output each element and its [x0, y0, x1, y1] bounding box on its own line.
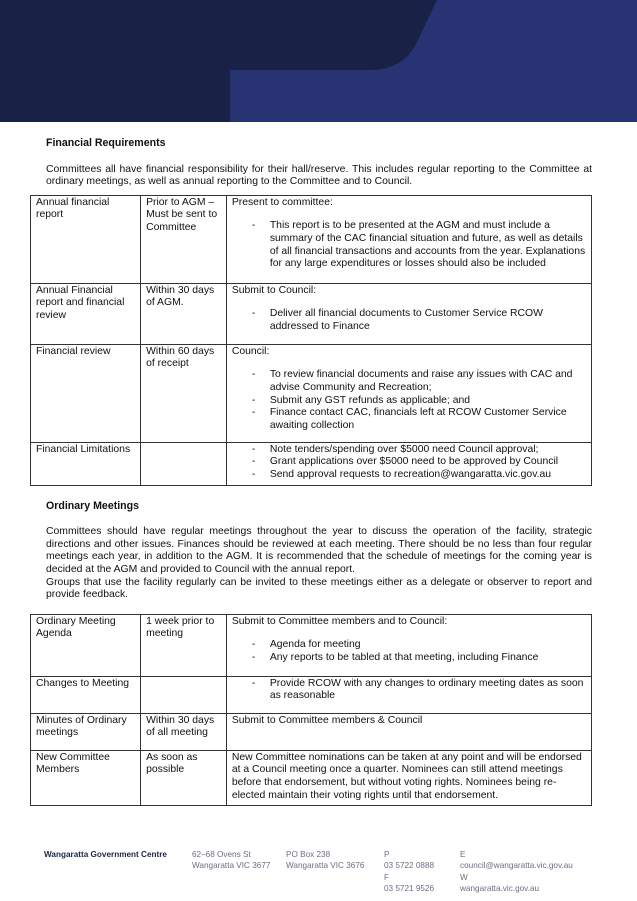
- action-cell: [226, 195, 591, 283]
- table-row: [31, 344, 592, 442]
- list-item: - Submit any GST refunds as applicable; and: [252, 395, 586, 408]
- list-item: - To review financial documents and raise any issues with CAC and advise Community and Recreation;: [252, 369, 586, 394]
- email-label: E: [460, 850, 466, 859]
- phone-label: P: [384, 850, 390, 859]
- action-cell: [226, 442, 591, 485]
- web-label: W: [460, 872, 468, 882]
- page-content: [36, 137, 592, 806]
- action-cell: [226, 344, 591, 442]
- action-cell: [226, 676, 591, 713]
- header-banner: [0, 0, 637, 122]
- action-list: [232, 639, 586, 664]
- table-row: [31, 283, 592, 344]
- action-lead: Present to committee:: [231, 196, 333, 208]
- timing-cell: Within 30 days of AGM.: [141, 283, 227, 344]
- financial-intro: Committees all have financial responsibility for their hall/reserve. This includes regular reporting to the Committee at ordinary meetings, as well as annual reporting to the Committee and to Council.: [46, 163, 592, 188]
- action-list: [232, 220, 586, 270]
- table-row: [31, 676, 592, 713]
- table-row: [31, 195, 592, 283]
- footer-po-line: Wangaratta VIC 3676: [286, 861, 365, 871]
- table-row: [31, 713, 592, 750]
- list-item: - Note tenders/spending over $5000 need Council approval;: [252, 444, 586, 457]
- item-cell: Minutes of Ordinary meetings: [31, 713, 141, 750]
- footer-email-link[interactable]: council@wangaratta.vic.gov.au: [460, 861, 573, 871]
- timing-cell: Within 30 days of all meeting: [141, 713, 227, 750]
- timing-cell: Prior to AGM – Must be sent to Committee: [141, 195, 227, 283]
- action-lead: Submit to Committee members and to Council:: [231, 615, 448, 627]
- footer-contact-online: [460, 849, 573, 894]
- footer-street-address: [192, 849, 270, 872]
- item-cell: Annual Financial report and financial review: [31, 283, 141, 344]
- item-cell: Ordinary Meeting Agenda: [31, 614, 141, 676]
- footer-po-line: PO Box 238: [286, 850, 331, 859]
- list-item: - This report is to be presented at the AGM and must include a summary of the CAC financial situation and future, as well as details of all financial transactions and accounts from the year. Explanations for any large expenditures or losses should also be included: [252, 220, 586, 270]
- timing-cell: As soon as possible: [141, 750, 227, 805]
- item-cell: Financial Limitations: [31, 442, 141, 485]
- meetings-paragraph-groups: Groups that use the facility regularly can be invited to these meetings either as a delegate or observer to report and provide feedback.: [46, 576, 592, 601]
- footer-postal-address: [286, 849, 364, 872]
- item-cell: Changes to Meeting: [31, 676, 141, 713]
- financial-heading: Financial Requirements: [46, 137, 166, 149]
- action-list: [232, 308, 586, 333]
- footer-phone: 03 5722 0888: [384, 861, 435, 871]
- item-cell: New Committee Members: [31, 750, 141, 805]
- meetings-paragraph: Committees should have regular meetings throughout the year to discuss the operation of the facility, strategic directions and other issues. Finances should be reviewed at each meeting. There should be no less than four regular meetings each year, in addition to the AGM. It is recommended that the schedule of meetings for the coming year is decided at the AGM and provided to Council with the annual report.: [46, 526, 592, 575]
- list-item: - Any reports to be tabled at that meeting, including Finance: [252, 652, 586, 665]
- table-row: [31, 614, 592, 676]
- page-footer: [44, 849, 604, 893]
- action-lead: Submit to Council:: [231, 284, 317, 296]
- ordinary-meetings-table: [30, 614, 592, 806]
- footer-org-name: Wangaratta Government Centre: [44, 850, 167, 859]
- item-cell: Financial review: [31, 344, 141, 442]
- timing-cell: [141, 676, 227, 713]
- footer-address-line: Wangaratta VIC 3677: [192, 861, 271, 871]
- financial-requirements-table: [30, 195, 592, 486]
- list-item: - Provide RCOW with any changes to ordinary meeting dates as soon as reasonable: [252, 678, 586, 703]
- footer-website-link[interactable]: wangaratta.vic.gov.au: [460, 883, 540, 893]
- action-cell: [226, 283, 591, 344]
- action-list: [232, 678, 586, 703]
- action-lead: Council:: [231, 345, 270, 357]
- footer-address-line: 62–68 Ovens St: [192, 850, 251, 859]
- timing-cell: [141, 442, 227, 485]
- action-cell: [226, 614, 591, 676]
- action-list: [232, 369, 586, 432]
- list-item: - Agenda for meeting: [252, 639, 586, 652]
- timing-cell: Within 60 days of receipt: [141, 344, 227, 442]
- timing-cell: 1 week prior to meeting: [141, 614, 227, 676]
- list-item: - Grant applications over $5000 need to be approved by Council: [252, 456, 586, 469]
- fax-label: F: [384, 872, 390, 882]
- list-item: - Send approval requests to recreation@wangaratta.vic.gov.au: [252, 469, 586, 482]
- action-list: [232, 444, 586, 482]
- table-row: [31, 442, 592, 485]
- action-cell: New Committee nominations can be taken at any point and will be endorsed at a Council meeting once a quarter. Nominees can still attend meetings before that endorsement, but without voting rights. Nominees being re-elected maintain their voting rights until that endorsement.: [226, 750, 591, 805]
- meetings-heading: Ordinary Meetings: [46, 499, 140, 512]
- list-item: - Deliver all financial documents to Customer Service RCOW addressed to Finance: [252, 308, 586, 333]
- footer-fax: 03 5721 9526: [384, 883, 435, 893]
- action-cell: Submit to Committee members & Council: [226, 713, 591, 750]
- list-item: - Finance contact CAC, financials left at RCOW Customer Service awaiting collection: [252, 407, 586, 432]
- footer-phone-numbers: [384, 849, 434, 894]
- item-cell: Annual financial report: [31, 195, 141, 283]
- table-row: [31, 750, 592, 805]
